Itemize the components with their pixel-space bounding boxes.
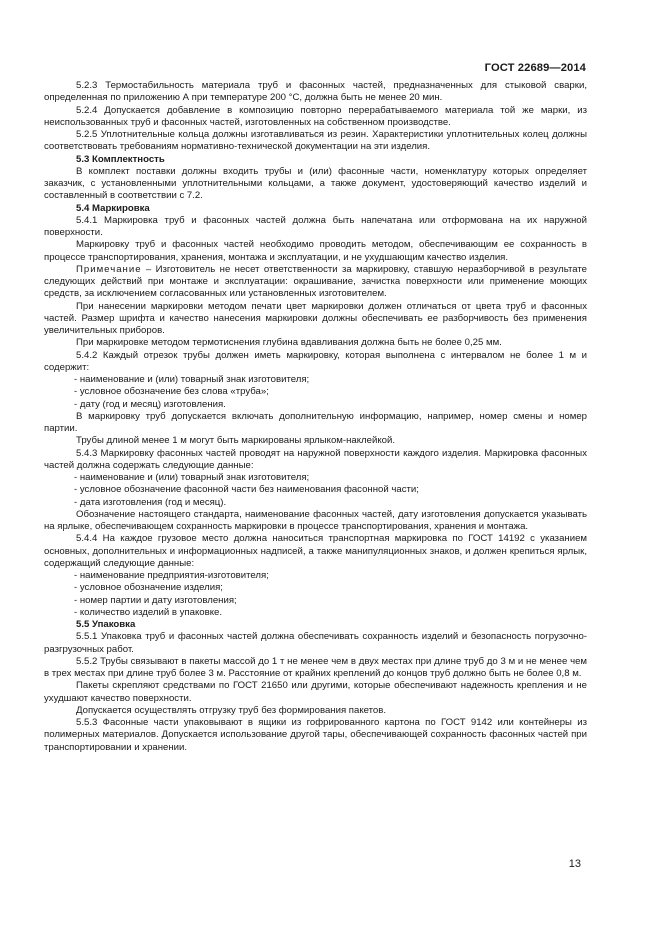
paragraph-print-marking: При нанесении маркировки методом печати цвет маркировки должен отличаться от цвета труб и фасонных частей. Размер шрифта и качество нанесения маркировки должны обеспечивать ее разборчивость без применения увеличительных приборов. [44, 300, 587, 336]
paragraph-5-4-2: 5.4.2 Каждый отрезок трубы должен иметь маркировку, которая выполнена с интервалом не более 1 м и содержит: [44, 349, 587, 373]
list-item: - условное обозначение изделия; [74, 582, 223, 594]
paragraph-5-2-4: 5.2.4 Допускается добавление в композицию повторно перерабатываемого материала той же марки, из неиспользованных труб и фасонных частей, изготовленных на собственном производстве. [44, 104, 587, 128]
list-item: - наименование и (или) товарный знак изготовителя; [74, 374, 310, 385]
paragraph-5-4-3: 5.4.3 Маркировку фасонных частей проводят на наружной поверхности каждого изделия. Маркировка фасонных частей должна содержать следующие данные: [44, 447, 587, 471]
paragraph-5-4-1: 5.4.1 Маркировка труб и фасонных частей должна быть напечатана или отформована на их наружной поверхности. [44, 214, 587, 238]
list-item: - условное обозначение фасонной части без наименования фасонной части; [74, 484, 419, 496]
list-item: - наименование предприятия-изготовителя; [74, 570, 269, 581]
paragraph-5-4-4: 5.4.4 На каждое грузовое место должна наноситься транспортная маркировка по ГОСТ 14192 с указанием основных, дополнительных и информационных надписей, а также манипуляционных знаков, и должен крепиться ярлык, содержащий следующие данные: [44, 533, 587, 569]
standard-header: ГОСТ 22689—2014 [484, 62, 586, 74]
heading-5-3: 5.3 Комплектность [76, 153, 165, 165]
paragraph-5-5-3: 5.5.3 Фасонные части упаковывают в ящики из гофрированного картона по ГОСТ 9142 или контейнеры из полимерных материалов. Допускается использование другой тары, обеспечивающей сохранность фасонных частей при транспортировании и хранении. [44, 717, 587, 753]
paragraph-bundles: Пакеты скрепляют средствами по ГОСТ 21650 или другими, которые обеспечивают надежность крепления и не ухудшают качество поверхности. [44, 680, 587, 704]
paragraph-completeness: В комплект поставки должны входить трубы и (или) фасонные части, номенклатуру которых определяет заказчик, с установленными уплотнительными кольцами, а также документ, удостоверяющий качество изделий и составленный в соответствии с 7.2. [44, 165, 587, 202]
note-paragraph [44, 264, 587, 301]
paragraph-5-5-1: 5.5.1 Упаковка труб и фасонных частей должна обеспечивать сохранность изделий и безопасность погрузочно-разгрузочных работ. [44, 631, 587, 655]
list-item: - номер партии и дату изготовления; [74, 594, 237, 606]
paragraph-embossing-depth: При маркировке методом термотиснения глубина вдавливания должна быть не более 0,25 мм. [76, 337, 502, 349]
paragraph-5-5-2: 5.5.2 Трубы связывают в пакеты массой до 1 т не менее чем в двух местах при длине труб до 3 м и не менее чем в трех местах при длине труб более 3 м. Расстояние от крайних креплений до концов труб должно быть не более 0,8 м. [44, 655, 587, 679]
paragraph-5-2-5: 5.2.5 Уплотнительные кольца должны изготавливаться из резин. Характеристики уплотнительных колец должны соответствовать требованиям нормативно-технической документации на эти изделия. [44, 129, 587, 153]
paragraph-5-2-3: 5.2.3 Термостабильность материала труб и фасонных частей, предназначенных для стыковой сварки, определенная по приложению А при температуре 200 °С, должна быть не менее 20 мин. [44, 80, 587, 104]
document-body [44, 80, 587, 754]
list-item: - дату (год и месяц) изготовления. [74, 398, 226, 410]
paragraph-short-pipes: Трубы длиной менее 1 м могут быть маркированы ярлыком-наклейкой. [76, 435, 395, 447]
list-item: - условное обозначение без слова «труба»; [74, 386, 269, 398]
paragraph-no-bundles: Допускается осуществлять отгрузку труб без формирования пакетов. [76, 704, 387, 716]
list-item: - количество изделий в упаковке. [74, 606, 223, 618]
paragraph-marking-method: Маркировку труб и фасонных частей необходимо проводить методом, обеспечивающим ее сохранность в процессе транспортирования, хранения, монтажа и эксплуатации, и не ухудшающим качество изделия. [44, 239, 587, 263]
note-label: Примечание [76, 263, 142, 275]
heading-5-4: 5.4 Маркировка [76, 202, 150, 214]
heading-5-5: 5.5 Упаковка [76, 619, 136, 630]
paragraph-extra-info: В маркировку труб допускается включать дополнительную информацию, например, номер смены и номер партии. [44, 410, 587, 434]
page-number: 13 [568, 858, 581, 870]
list-item: - дата изготовления (год и месяц). [74, 496, 227, 508]
note-text: – Изготовитель не несет ответственности за маркировку, ставшую неразборчивой в результате следующих действий при монтаже и эксплуатации: окрашивание, зачистка поверхности или применение моющих средств, за исключением согласованных или установленных изготовителем. [44, 263, 587, 300]
list-item: - наименование и (или) товарный знак изготовителя; [74, 472, 310, 483]
paragraph-label-info: Обозначение настоящего стандарта, наименование фасонных частей, дату изготовления допускается указывать на ярлыке, обеспечивающем сохранность маркировки в процессе транспортирования, хранения и монтажа. [44, 508, 587, 532]
